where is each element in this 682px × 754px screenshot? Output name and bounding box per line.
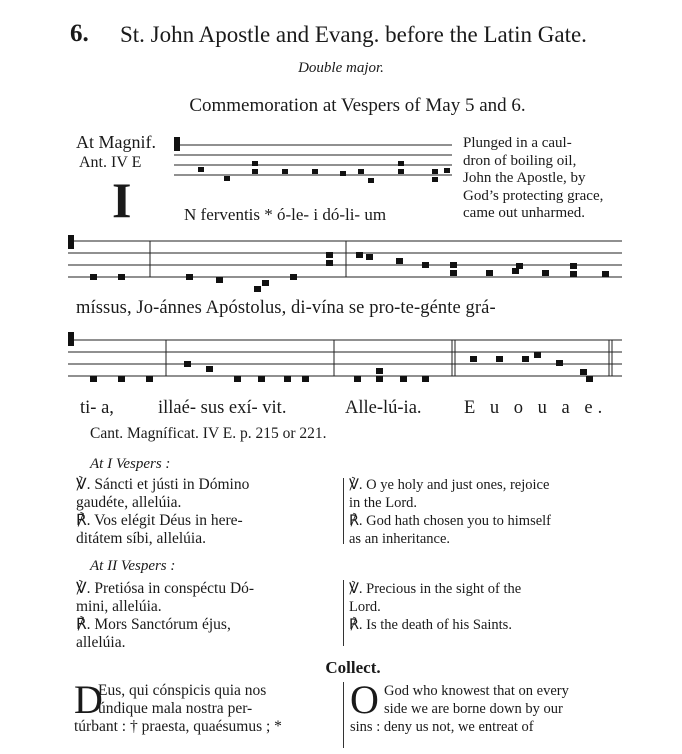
neume-note <box>586 376 593 382</box>
neume-note <box>580 369 587 375</box>
neume-note <box>258 376 265 382</box>
neume-note <box>90 274 97 280</box>
neume-note <box>282 169 288 174</box>
neume-note <box>516 263 523 269</box>
neume-note <box>450 262 457 268</box>
neume-note <box>186 274 193 280</box>
neume-note <box>376 376 383 382</box>
neume-note <box>400 376 407 382</box>
neume-note <box>376 368 383 374</box>
neume-note <box>184 361 191 367</box>
neume-note <box>396 258 403 264</box>
neume-note <box>302 376 309 382</box>
neume-note <box>284 376 291 382</box>
translation-line: Plunged in a caul- <box>463 135 572 151</box>
neume-note <box>252 169 258 174</box>
lyrics-line-1: N ferventis * ó-le- i dó-li- um <box>184 205 387 224</box>
neume-note <box>206 366 213 372</box>
response-english: ℟. God hath chosen you to himself <box>349 513 552 529</box>
translation-line: John the Apostle, by <box>463 170 586 186</box>
neume-note <box>254 286 261 292</box>
collect-latin-dropcap: D <box>74 677 103 722</box>
clef <box>68 235 74 249</box>
versicle-english: in the Lord. <box>349 495 418 511</box>
response-latin: ℟. Vos elégit Déus in here- <box>76 512 243 529</box>
column-divider <box>343 682 344 748</box>
neume-note <box>432 177 438 182</box>
neume-note <box>90 376 97 382</box>
neume-note <box>366 254 373 260</box>
neume-note <box>356 252 363 258</box>
antiphon-translation <box>463 135 637 223</box>
chant-staff-2 <box>66 233 626 298</box>
response-latin: ditátem síbi, allelúia. <box>76 530 206 547</box>
collect-english-line: sins : deny us not, we entreat of <box>350 719 534 735</box>
first-vespers-english <box>349 476 637 548</box>
lyric-syllables: illaé- sus exí- vit. <box>158 398 287 418</box>
second-vespers-latin <box>76 580 336 652</box>
neume-note <box>556 360 563 366</box>
collect-latin-line: túrbant : † praesta, quaésumus ; * <box>74 718 282 735</box>
neume-note <box>432 169 438 174</box>
second-vespers-english <box>349 580 637 634</box>
translation-line: God’s protecting grace, <box>463 187 604 204</box>
neume-note <box>290 274 297 280</box>
neume-note <box>262 280 269 286</box>
translation-line: came out unharmed. <box>463 205 586 221</box>
lyric-syllables: Alle-lú-ia. <box>345 398 422 418</box>
chant-staff-3 <box>66 330 626 395</box>
neume-note <box>198 167 204 172</box>
first-vespers-latin <box>76 476 336 548</box>
lyric-syllables: E u o u a e. <box>464 398 608 418</box>
neume-note <box>368 178 374 183</box>
commemoration-heading: Commemoration at Vespers of May 5 and 6. <box>189 95 526 116</box>
collect-latin-line: Eus, qui cónspicis quia nos <box>98 682 267 699</box>
neume-note <box>146 376 153 382</box>
response-latin: allelúia. <box>76 634 126 651</box>
canticle-reference: Cant. Magníficat. IV E. p. 215 or 221. <box>90 425 327 442</box>
neume-note <box>398 161 404 166</box>
neume-note <box>444 168 450 173</box>
clef <box>68 332 74 346</box>
lyrics-line-2: míssus, Jo-ánnes Apóstolus, di-vína se pro-te-génte grá- <box>76 298 496 318</box>
collect-english-line: God who knowest that on every <box>384 683 569 699</box>
initial-letter: I <box>112 172 132 228</box>
neume-note <box>234 376 241 382</box>
response-latin: ℟. Mors Sanctórum éjus, <box>76 616 231 633</box>
neume-note <box>542 270 549 276</box>
versicle-latin: gaudéte, allelúia. <box>76 494 182 511</box>
neume-note <box>312 169 318 174</box>
versicle-latin: mini, allelúia. <box>76 598 162 615</box>
translation-line: dron of boiling oil, <box>463 152 577 169</box>
feast-rank: Double major. <box>298 60 384 76</box>
versicle-english: ℣. O ye holy and just ones, rejoice <box>349 477 550 493</box>
feast-number: 6. <box>70 20 89 47</box>
collect-heading: Collect. <box>325 658 381 677</box>
feast-title: St. John Apostle and Evang. before the Latin Gate. <box>120 22 587 47</box>
neume-note <box>534 352 541 358</box>
neume-note <box>486 270 493 276</box>
neume-note <box>422 376 429 382</box>
first-vespers-heading: At I Vespers : <box>90 456 171 472</box>
clef <box>174 137 180 151</box>
versicle-english: ℣. Precious in the sight of the <box>349 581 522 597</box>
antiphon-label-line1: At Magnif. <box>76 132 156 152</box>
neume-note <box>354 376 361 382</box>
versicle-latin: ℣. Sáncti et jústi in Dómino <box>76 476 250 493</box>
antiphon-label-line2: Ant. IV E <box>79 154 142 171</box>
collect-english-line: side we are borne down by our <box>384 701 563 717</box>
neume-note <box>522 356 529 362</box>
second-vespers-heading: At II Vespers : <box>90 558 176 574</box>
response-english: as an inheritance. <box>349 531 451 547</box>
neume-note <box>326 252 333 258</box>
neume-note <box>450 270 457 276</box>
neume-note <box>252 161 258 166</box>
neume-note <box>398 169 404 174</box>
collect-english-dropcap: O <box>350 677 379 722</box>
neume-note <box>118 274 125 280</box>
versicle-latin: ℣. Pretiósa in conspéctu Dó- <box>76 580 255 597</box>
neume-note <box>358 169 364 174</box>
neume-note <box>224 176 230 181</box>
lyric-syllables: ti- a, <box>80 398 114 418</box>
versicle-english: Lord. <box>349 599 381 615</box>
collect-latin-line: úndique mala nostra per- <box>98 700 253 717</box>
neume-note <box>326 260 333 266</box>
neume-note <box>570 271 577 277</box>
column-divider <box>343 580 344 646</box>
neume-note <box>470 356 477 362</box>
neume-note <box>602 271 609 277</box>
neume-note <box>118 376 125 382</box>
neume-note <box>340 171 346 176</box>
neume-note <box>570 263 577 269</box>
neume-note <box>216 277 223 283</box>
chant-staff-1 <box>170 135 455 190</box>
response-english: ℟. Is the death of his Saints. <box>349 617 512 633</box>
column-divider <box>343 478 344 544</box>
neume-note <box>422 262 429 268</box>
neume-note <box>496 356 503 362</box>
